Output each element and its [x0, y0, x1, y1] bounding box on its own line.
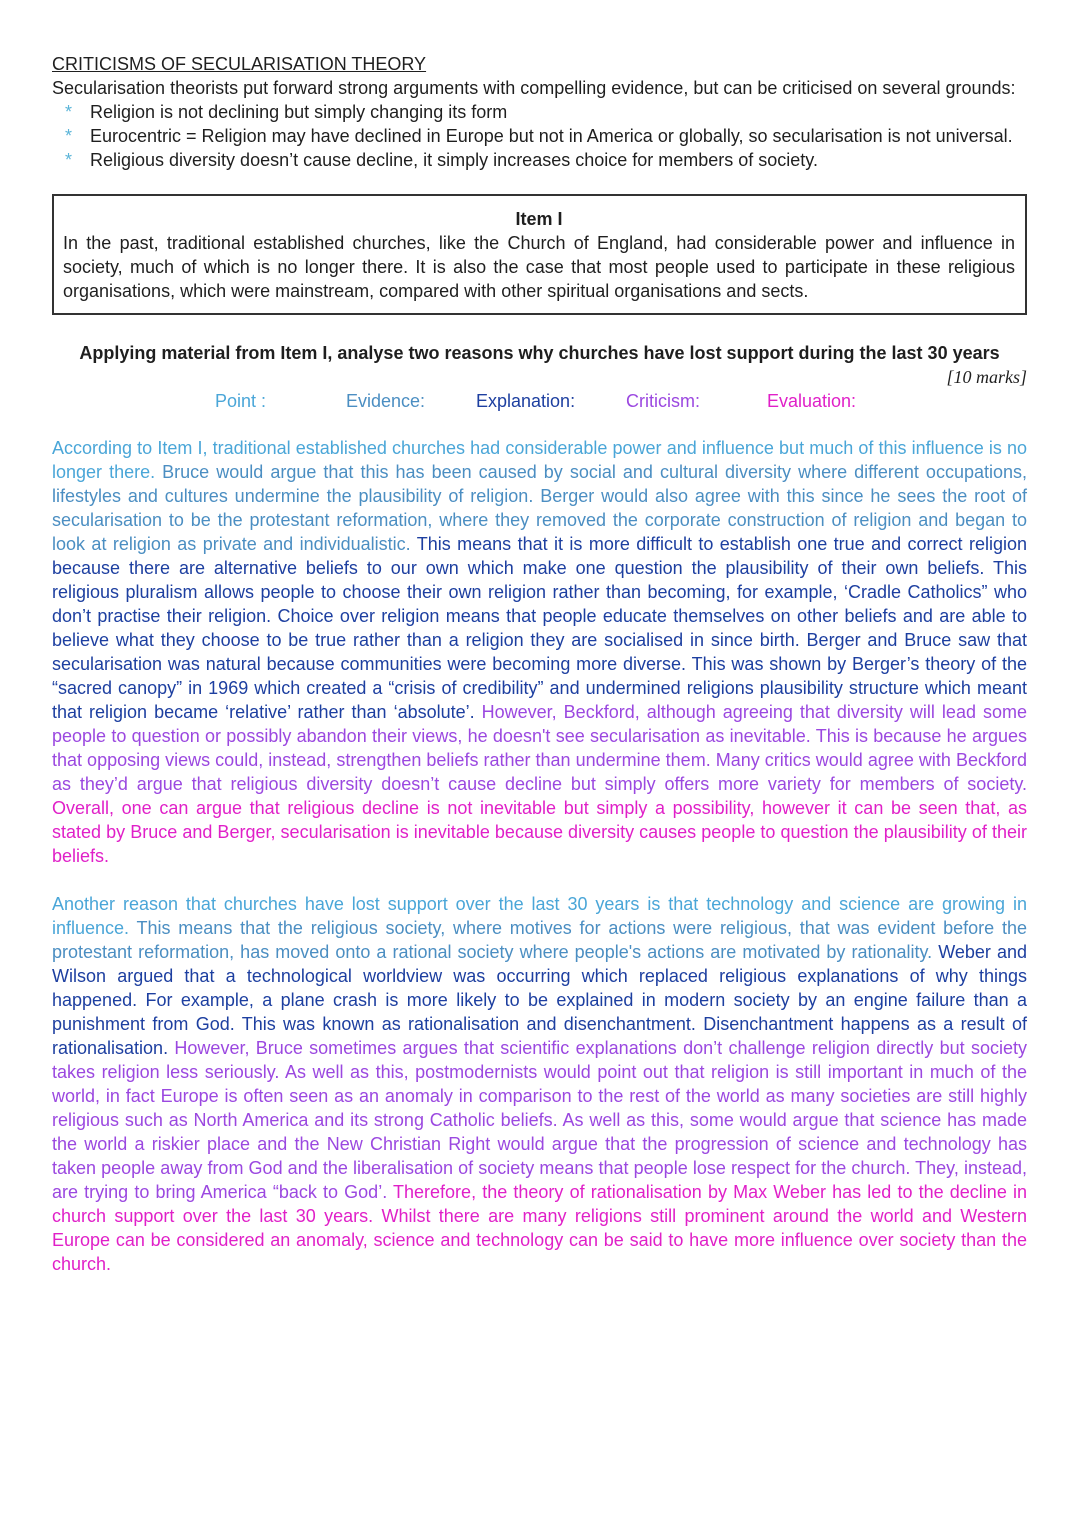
list-item-text: Religion is not declining but simply changing its form	[90, 102, 508, 122]
explanation-text: Weber and Wilson argued that a technological worldview was occurring which replaced religious explanations of why things happened. For example, a plane crash is more likely to be explained in modern society by an engine failure than a punishment from God. This was known as rationalisation and disenchantment. Disenchantment happens as a result of rationalisation.	[52, 942, 1027, 1058]
list-item-text: Religious diversity doesn’t cause decline, it simply increases choice for members of society.	[90, 150, 818, 170]
essay-paragraph-1	[52, 436, 1027, 868]
legend-point: Point :	[215, 391, 267, 411]
criticism-text: However, Beckford, although agreeing that diversity will lead some people to question or possibly abandon their views, he doesn't see secularisation as inevitable. This is because he argues that opposing views could, instead, strengthen beliefs rather than undermine them. Many critics would agree with Beckford as they’d argue that religious diversity doesn’t cause decline but simply offers more variety for members of society.	[52, 702, 1027, 794]
bullet-star-icon: *	[65, 150, 73, 170]
list-item	[65, 100, 1027, 124]
intro-text: Secularisation theorists put forward strong arguments with compelling evidence, but can be criticised on several grounds:	[52, 78, 1016, 98]
legend-explanation: Explanation:	[476, 391, 576, 411]
section-heading: CRITICISMS OF SECULARISATION THEORY	[52, 54, 427, 74]
evidence-text: Bruce would argue that this has been caused by social and cultural diversity where different occupations, lifestyles and cultures undermine the plausibility of religion. Berger would also agree with this since he sees the root of secularisation to be the protestant reformation, where they removed the corporate construction of religion and began to look at religion as private and individualistic.	[52, 462, 1027, 554]
evaluation-text: Overall, one can argue that religious decline is not inevitable but simply a possibility, however it can be seen that, as stated by Bruce and Berger, secularisation is inevitable because diversity causes people to question the plausibility of their beliefs.	[52, 798, 1027, 866]
list-item	[65, 124, 1027, 148]
evaluation-text: Therefore, the theory of rationalisation by Max Weber has led to the decline in church support over the last 30 years. Whilst there are many religions still prominent around the world and Western Europe can be considered an anomaly, science and technology can be said to have more influence over society than the church.	[52, 1182, 1027, 1274]
item-text: In the past, traditional established churches, like the Church of England, had considerable power and influence in society, much of which is no longer there. It is also the case that most people used to participate in these religious organisations, which were mainstream, compared with other spiritual organisations and sects.	[63, 233, 1015, 301]
criticism-text: However, Bruce sometimes argues that scientific explanations don’t challenge religion directly but society takes religion less seriously. As well as this, postmodernists would point out that religion is still important in much of the world, in fact Europe is often seen as an anomaly in comparison to the rest of the world as many societies are still highly religious such as North America and its strong Catholic beliefs. As well as this, some would argue that science has made the world a riskier place and the New Christian Right would argue that the progression of science and technology has taken people away from God and the liberalisation of society means that people lose respect for the church. They, instead, are trying to bring America “back to God’.	[52, 1038, 1027, 1202]
item-title: Item I	[515, 209, 563, 229]
list-item	[65, 148, 1027, 172]
document-page	[52, 52, 1027, 1276]
essay-paragraph-2	[52, 892, 1027, 1276]
legend-evidence: Evidence:	[346, 391, 426, 411]
list-item-text: Eurocentric = Religion may have declined in Europe but not in America or globally, so secularisation is not universal.	[90, 126, 1013, 146]
point-text: Another reason that churches have lost support over the last 30 years is that technology and science are growing in influence.	[52, 894, 1027, 938]
legend-evaluation: Evaluation:	[767, 391, 857, 411]
colour-key	[52, 389, 1027, 415]
exam-question: Applying material from Item I, analyse two reasons why churches have lost support during the last 30 years	[79, 343, 1000, 363]
explanation-text: This means that it is more difficult to establish one true and correct religion because there are alternative beliefs to our own which make one question the plausibility of their own beliefs. This religious pluralism allows people to choose their own religion rather than becoming, for example, ‘Cradle Catholics” who don’t practise their religion. Choice over religion means that people educate themselves on other beliefs and are able to believe what they choose to be true rather than a religion they are socialised in since birth. Berger and Bruce saw that secularisation was natural because communities were becoming more diverse. This was shown by Berger’s theory of the “sacred canopy” in 1969 which created a “crisis of credibility” and undermined religions plausibility structure which meant that religion became ‘relative’ rather than ‘absolute’.	[52, 534, 1027, 722]
item-source-box	[52, 194, 1027, 315]
bullet-star-icon: *	[65, 102, 73, 122]
criticisms-list	[52, 100, 1027, 172]
essay-answer	[52, 436, 1027, 1276]
bullet-star-icon: *	[65, 126, 73, 146]
marks-label: [10 marks]	[946, 367, 1027, 387]
evidence-text: This means that the religious society, where motives for actions were religious, that was evident before the protestant reformation, has moved onto a rational society where people's actions are motivated by rationality.	[52, 918, 1027, 962]
point-text: According to Item I, traditional established churches had considerable power and influence but much of this influence is no longer there.	[52, 438, 1027, 482]
legend-criticism: Criticism:	[626, 391, 700, 411]
